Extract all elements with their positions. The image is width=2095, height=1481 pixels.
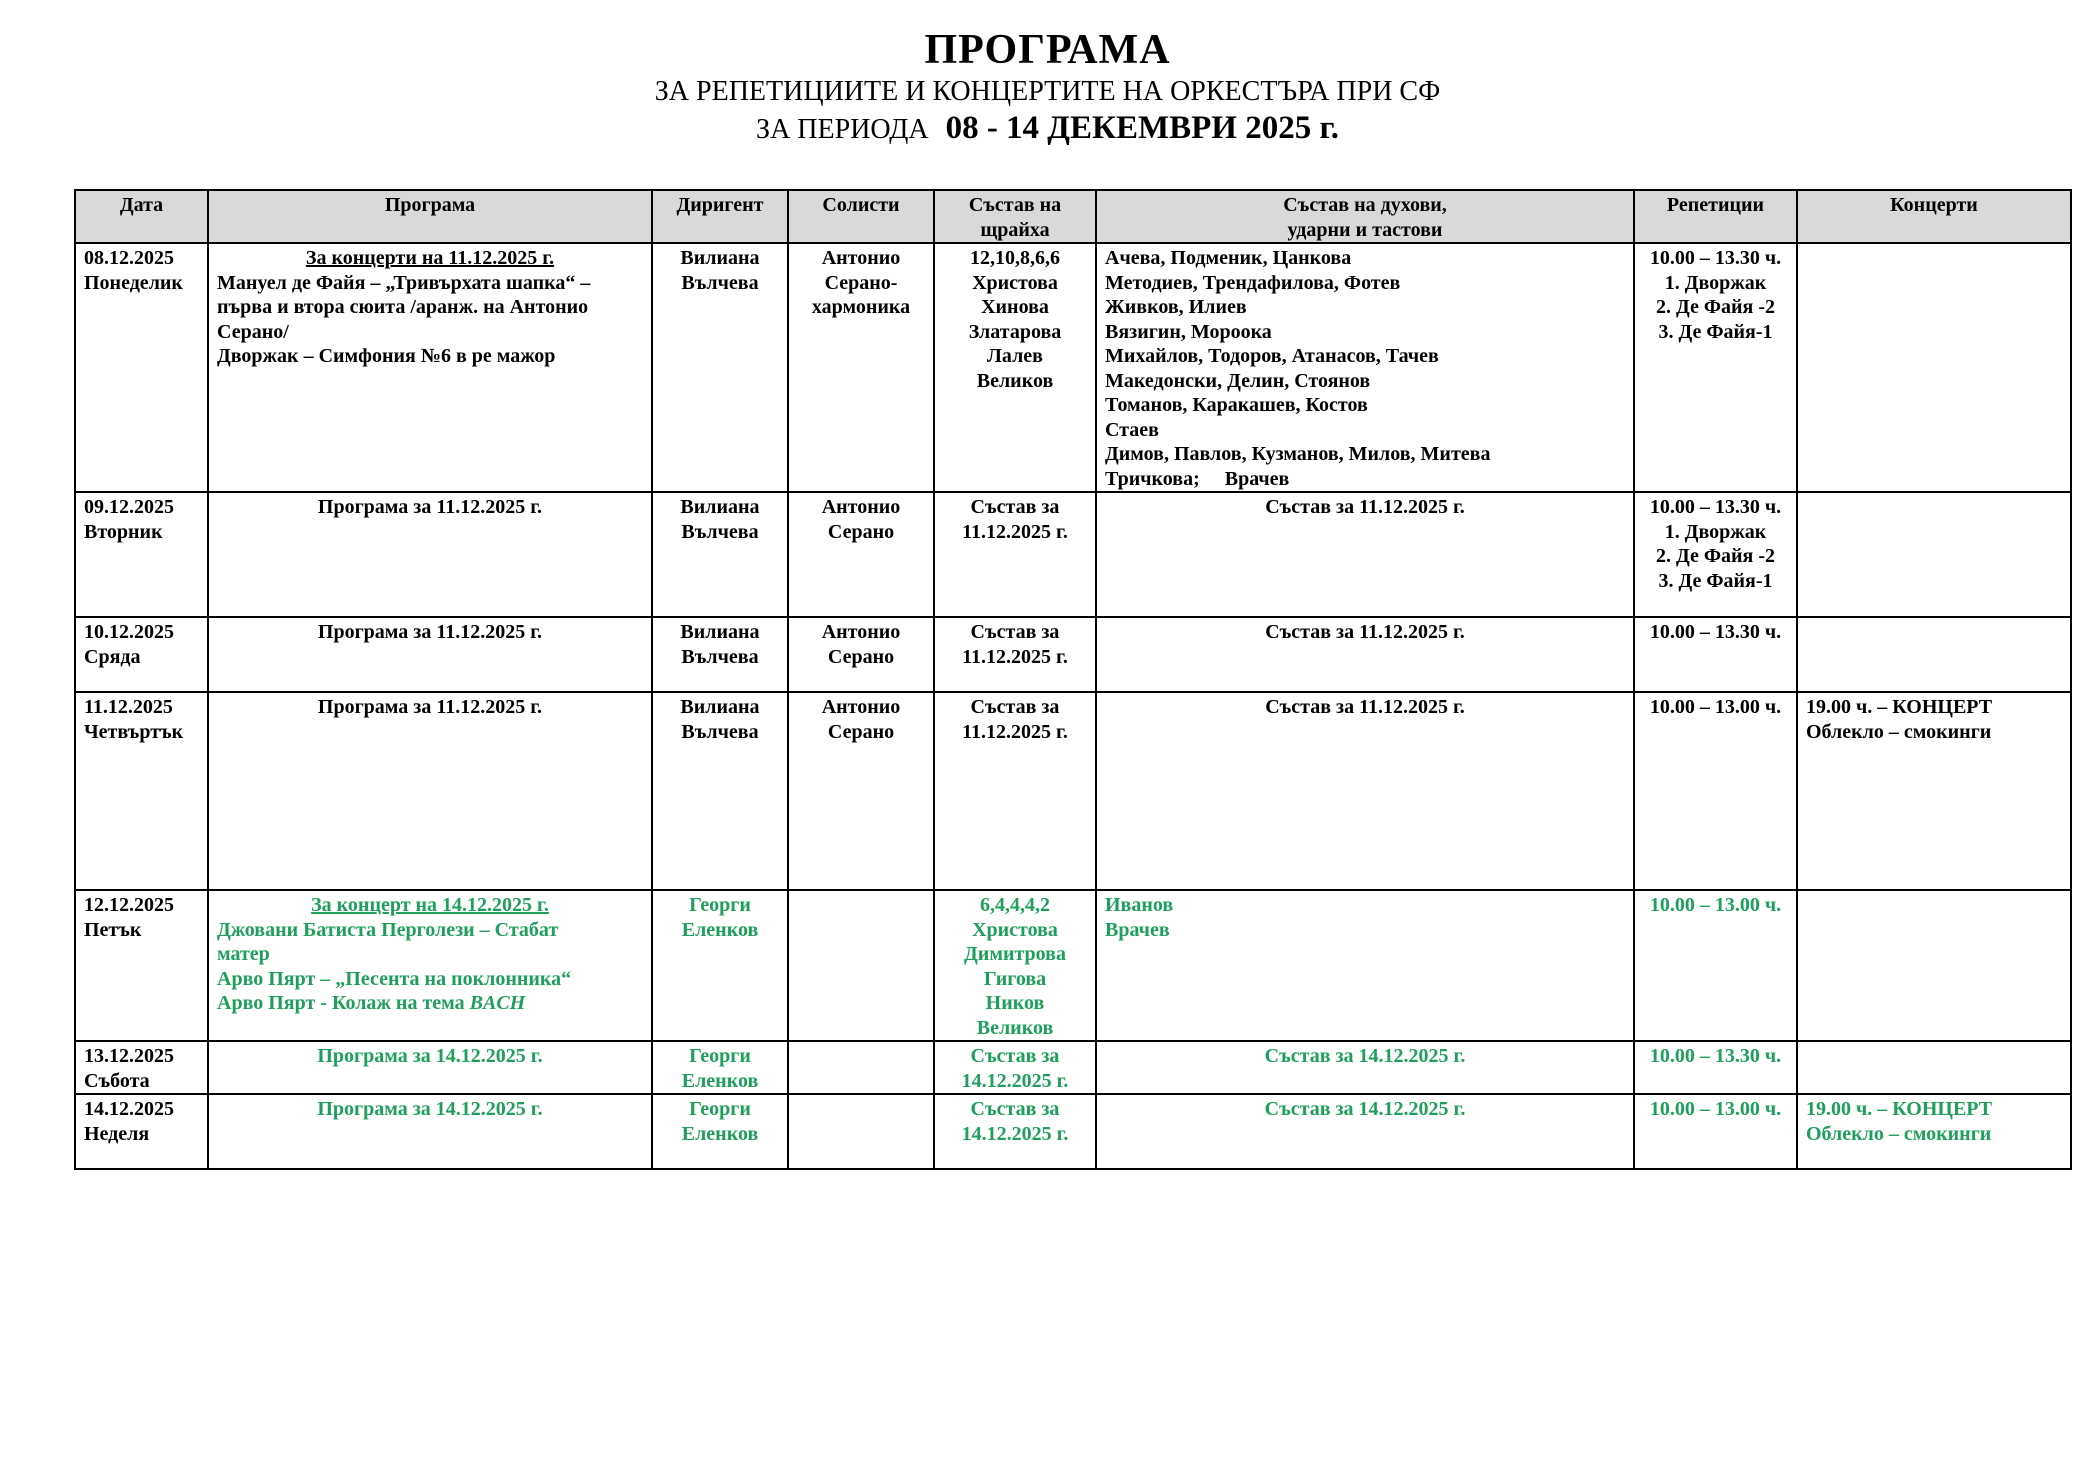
date-text: 12.12.2025 xyxy=(84,894,174,916)
rehearsal-line: 1. Дворжак xyxy=(1664,271,1767,294)
winds-line: Вязигин, Мороока xyxy=(1105,320,1272,343)
rehearsal-line: 10.00 – 13.30 ч. xyxy=(1649,247,1782,269)
strings-line: Гигова xyxy=(983,967,1047,990)
table-header-row xyxy=(75,190,2071,243)
day-text: Четвъртък xyxy=(84,720,184,743)
strings-line: Хинова xyxy=(981,296,1049,318)
cell-rehearsals xyxy=(1634,1094,1797,1169)
day-text: Вторник xyxy=(84,520,163,543)
cell-strings xyxy=(934,243,1096,492)
concert-line: 19.00 ч. – КОНЦЕРТ xyxy=(1806,696,1993,718)
rehearsal-line: 2. Де Файя -2 xyxy=(1655,296,1776,318)
date-text: 10.12.2025 xyxy=(84,621,174,643)
cell-rehearsals xyxy=(1634,1041,1797,1094)
cell-soloists xyxy=(788,1094,934,1169)
cell-program xyxy=(208,890,652,1041)
cell-rehearsals xyxy=(1634,617,1797,692)
conductor-line: Вълчева xyxy=(681,645,759,668)
cell-rehearsals xyxy=(1634,890,1797,1041)
program-line: първа и втора сюита /аранж. на Антонио xyxy=(217,296,589,318)
date-text: 09.12.2025 xyxy=(84,496,174,518)
header-line: щрайха xyxy=(980,218,1050,241)
rehearsal-line: 10.00 – 13.30 ч. xyxy=(1649,621,1782,643)
strings-line: Ников xyxy=(985,992,1045,1014)
conductor-line: Вълчева xyxy=(681,271,759,294)
day-text: Събота xyxy=(84,1069,150,1092)
winds-line: Тричкова; Врачев xyxy=(1105,467,1290,490)
winds-line: Стаев xyxy=(1105,418,1159,441)
cell-winds: Състав за 11.12.2025 г. xyxy=(1096,492,1634,617)
rehearsal-line: 10.00 – 13.00 ч. xyxy=(1649,1098,1782,1120)
period-label: ЗА ПЕРИОДА xyxy=(756,114,929,145)
conductor-line: Георги xyxy=(689,1045,751,1067)
cell-concerts xyxy=(1797,1094,2071,1169)
cell-winds xyxy=(1096,890,1634,1041)
table-row xyxy=(75,890,2071,1041)
cell-strings xyxy=(934,692,1096,890)
cell-program: Програма за 11.12.2025 г. xyxy=(208,692,652,890)
page-subtitle: ЗА РЕПЕТИЦИИТЕ И КОНЦЕРТИТЕ НА ОРКЕСТЪРА ПРИ СФ xyxy=(654,76,1441,107)
strings-line: 12,10,8,6,6 xyxy=(970,247,1060,269)
cell-soloists xyxy=(788,890,934,1041)
conductor-line: Еленков xyxy=(681,1122,759,1145)
strings-line: Великов xyxy=(976,1016,1054,1039)
strings-line: 11.12.2025 г. xyxy=(962,720,1068,743)
cell-program: Програма за 14.12.2025 г. xyxy=(208,1094,652,1169)
soloist-line: Серано xyxy=(827,720,895,743)
soloist-line: Антонио xyxy=(821,621,901,643)
cell-date xyxy=(75,617,208,692)
col-header-program: Програма xyxy=(208,190,652,243)
cell-soloists xyxy=(788,692,934,890)
col-header-concerts: Концерти xyxy=(1797,190,2071,243)
strings-line: Лалев xyxy=(987,345,1043,367)
date-text: 08.12.2025 xyxy=(84,247,174,269)
col-header-winds xyxy=(1096,190,1634,243)
table-row xyxy=(75,1094,2071,1169)
conductor-line: Еленков xyxy=(681,1069,759,1092)
strings-line: Великов xyxy=(976,369,1054,392)
soloist-line: Антонио xyxy=(821,247,901,269)
cell-concerts xyxy=(1797,492,2071,617)
program-line: Арво Пярт – „Песента на поклонника“ xyxy=(217,967,572,990)
strings-line: 14.12.2025 г. xyxy=(961,1122,1069,1145)
cell-rehearsals xyxy=(1634,692,1797,890)
cell-winds: Състав за 14.12.2025 г. xyxy=(1096,1041,1634,1094)
winds-line: Врачев xyxy=(1105,918,1170,941)
rehearsal-line: 3. Де Файя-1 xyxy=(1658,569,1773,592)
cell-conductor xyxy=(652,617,788,692)
winds-line: Живков, Илиев xyxy=(1105,296,1247,318)
program-line: Мануел де Файя – „Тривърхата шапка“ – xyxy=(217,271,591,294)
day-text: Понеделик xyxy=(84,271,183,294)
schedule-table xyxy=(74,189,2072,1170)
winds-line: Михайлов, Тодоров, Атанасов, Тачев xyxy=(1105,345,1439,367)
header-line: Състав на xyxy=(968,194,1062,216)
cell-rehearsals xyxy=(1634,492,1797,617)
conductor-line: Вълчева xyxy=(681,720,759,743)
col-header-conductor: Диригент xyxy=(652,190,788,243)
header-line: Състав на духови, xyxy=(1283,194,1447,216)
winds-line: Томанов, Каракашев, Костов xyxy=(1105,394,1368,416)
rehearsal-line: 10.00 – 13.00 ч. xyxy=(1649,696,1782,718)
strings-line: Състав за xyxy=(970,621,1060,643)
period-line xyxy=(0,110,2095,147)
program-line: Серано/ xyxy=(217,320,289,343)
cell-soloists xyxy=(788,243,934,492)
conductor-line: Вилиана xyxy=(680,621,760,643)
cell-strings xyxy=(934,1094,1096,1169)
strings-line: 6,4,4,4,2 xyxy=(980,894,1050,916)
cell-date xyxy=(75,1041,208,1094)
concert-line: 19.00 ч. – КОНЦЕРТ xyxy=(1806,1098,1993,1120)
rehearsal-line: 10.00 – 13.30 ч. xyxy=(1649,1045,1782,1067)
table-row xyxy=(75,492,2071,617)
cell-date xyxy=(75,492,208,617)
strings-line: 11.12.2025 г. xyxy=(962,520,1068,543)
table-row xyxy=(75,1041,2071,1094)
conductor-line: Георги xyxy=(689,894,751,916)
cell-date xyxy=(75,1094,208,1169)
cell-winds: Състав за 11.12.2025 г. xyxy=(1096,692,1634,890)
cell-strings xyxy=(934,617,1096,692)
cell-strings xyxy=(934,890,1096,1041)
cell-winds: Състав за 14.12.2025 г. xyxy=(1096,1094,1634,1169)
cell-date xyxy=(75,243,208,492)
cell-strings xyxy=(934,1041,1096,1094)
col-header-date: Дата xyxy=(75,190,208,243)
program-line xyxy=(217,991,643,1016)
strings-line: Христова xyxy=(972,271,1058,294)
table-row xyxy=(75,243,2071,492)
program-line-prefix: Арво Пярт - Колаж на тема xyxy=(217,992,470,1014)
cell-program: Програма за 14.12.2025 г. xyxy=(208,1041,652,1094)
strings-line: Златарова xyxy=(968,320,1062,343)
period-value: 08 - 14 ДЕКЕМВРИ 2025 г. xyxy=(945,110,1339,146)
strings-line: Състав за xyxy=(970,696,1060,718)
cell-conductor xyxy=(652,890,788,1041)
winds-line: Методиев, Трендафилова, Фотев xyxy=(1105,271,1401,294)
strings-line: 14.12.2025 г. xyxy=(961,1069,1069,1092)
cell-conductor xyxy=(652,1094,788,1169)
date-text: 14.12.2025 xyxy=(84,1098,174,1120)
cell-concerts xyxy=(1797,243,2071,492)
soloist-line: Серано xyxy=(827,520,895,543)
cell-conductor xyxy=(652,492,788,617)
cell-concerts xyxy=(1797,1041,2071,1094)
winds-line: Димов, Павлов, Кузманов, Милов, Митева xyxy=(1105,443,1491,465)
day-text: Сряда xyxy=(84,645,141,668)
rehearsal-line: 2. Де Файя -2 xyxy=(1655,545,1776,567)
concert-line: Облекло – смокинги xyxy=(1806,1122,1992,1145)
cell-concerts xyxy=(1797,890,2071,1041)
conductor-line: Еленков xyxy=(681,918,759,941)
cell-program xyxy=(208,243,652,492)
winds-line: Македонски, Делин, Стоянов xyxy=(1105,369,1371,392)
cell-date xyxy=(75,890,208,1041)
col-header-rehearsals: Репетиции xyxy=(1634,190,1797,243)
cell-winds: Състав за 11.12.2025 г. xyxy=(1096,617,1634,692)
concert-line: Облекло – смокинги xyxy=(1806,720,1992,743)
soloist-line: Серано- xyxy=(824,271,898,294)
cell-conductor xyxy=(652,243,788,492)
program-title: За концерти на 11.12.2025 г. xyxy=(305,247,555,269)
cell-program: Програма за 11.12.2025 г. xyxy=(208,617,652,692)
conductor-line: Вилиана xyxy=(680,696,760,718)
cell-soloists xyxy=(788,617,934,692)
conductor-line: Вилиана xyxy=(680,247,760,269)
soloist-line: Серано xyxy=(827,645,895,668)
program-line: Джовани Батиста Перголези – Стабат xyxy=(217,918,559,941)
header-line: ударни и тастови xyxy=(1287,218,1443,241)
program-line: Дворжак – Симфония №6 в ре мажор xyxy=(217,345,556,367)
strings-line: Състав за xyxy=(970,1098,1060,1120)
table-row xyxy=(75,617,2071,692)
strings-line: Състав за xyxy=(970,1045,1060,1067)
conductor-line: Вилиана xyxy=(680,496,760,518)
cell-strings xyxy=(934,492,1096,617)
program-line: матер xyxy=(217,943,270,965)
soloist-line: Антонио xyxy=(821,496,901,518)
strings-line: Димитрова xyxy=(964,943,1066,965)
cell-rehearsals xyxy=(1634,243,1797,492)
cell-winds xyxy=(1096,243,1634,492)
table-row xyxy=(75,692,2071,890)
winds-line: Ачева, Подменик, Цанкова xyxy=(1105,247,1352,269)
program-title: За концерт на 14.12.2025 г. xyxy=(311,894,549,916)
cell-conductor xyxy=(652,1041,788,1094)
cell-soloists xyxy=(788,1041,934,1094)
program-line-italic: BACH xyxy=(469,992,526,1014)
strings-line: Състав за xyxy=(970,496,1060,518)
cell-date xyxy=(75,692,208,890)
cell-concerts xyxy=(1797,617,2071,692)
col-header-soloists: Солисти xyxy=(788,190,934,243)
winds-line: Иванов xyxy=(1105,894,1174,916)
rehearsal-line: 10.00 – 13.30 ч. xyxy=(1649,496,1782,518)
soloist-line: Антонио xyxy=(821,696,901,718)
day-text: Петък xyxy=(84,918,142,941)
date-text: 11.12.2025 xyxy=(84,696,173,718)
rehearsal-line: 1. Дворжак xyxy=(1664,520,1767,543)
cell-soloists xyxy=(788,492,934,617)
soloist-line: хармоника xyxy=(811,296,911,318)
conductor-line: Вълчева xyxy=(681,520,759,543)
cell-conductor xyxy=(652,692,788,890)
rehearsal-line: 3. Де Файя-1 xyxy=(1658,320,1773,343)
strings-line: 11.12.2025 г. xyxy=(962,645,1068,668)
day-text: Неделя xyxy=(84,1122,150,1145)
cell-concerts xyxy=(1797,692,2071,890)
conductor-line: Георги xyxy=(689,1098,751,1120)
strings-line: Христова xyxy=(972,918,1058,941)
cell-program: Програма за 11.12.2025 г. xyxy=(208,492,652,617)
page-title: ПРОГРАМА xyxy=(924,27,1171,73)
col-header-strings xyxy=(934,190,1096,243)
rehearsal-line: 10.00 – 13.00 ч. xyxy=(1649,894,1782,916)
date-text: 13.12.2025 xyxy=(84,1045,174,1067)
